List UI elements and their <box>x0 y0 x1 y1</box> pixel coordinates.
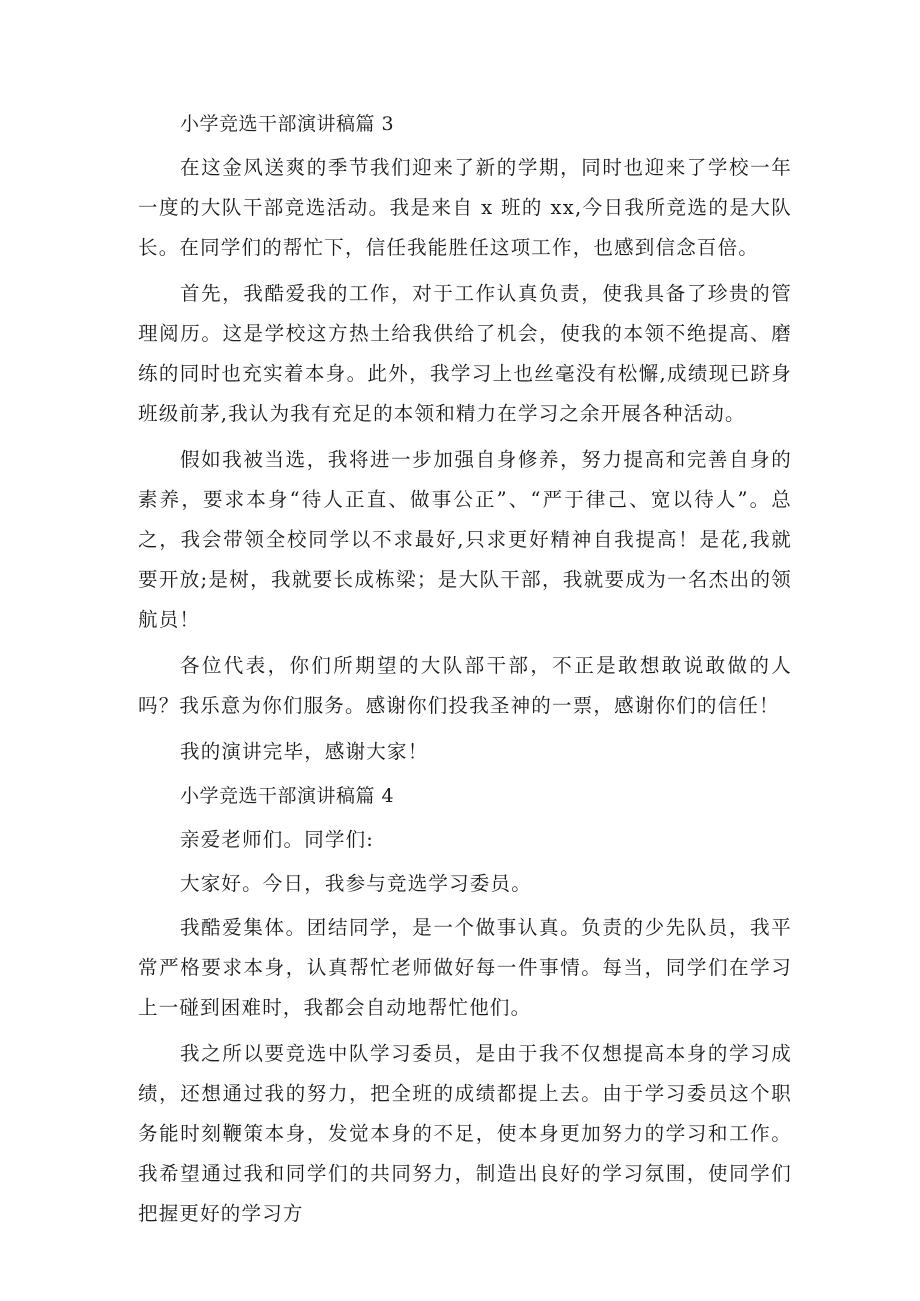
section-3-title: 小学竞选干部演讲稿篇 3 <box>180 113 395 135</box>
section-3-paragraph-1: 在这金风送爽的季节我们迎来了新的学期，同时也迎来了学校一年一度的大队干部竞选活动。我是来自 x 班的 xx,今日我所竞选的是大队长。在同学们的帮忙下，信任我能胜任这项工作，也感到信念百倍。 <box>138 156 792 259</box>
section-4-paragraph-2: 我之所以要竞选中队学习委员，是由于我不仅想提高本身的学习成绩，还想通过我的努力，把全班的成绩都提上去。由于学习委员这个职务能时刻鞭策本身，发觉本身的不足，使本身更加努力的学习和工作。我希望通过我和同学们的共同努力，制造出良好的学习氛围，使同学们把握更好的学习方 <box>138 1042 792 1225</box>
section-3-paragraph-3: 假如我被当选，我将进一步加强自身修养，努力提高和完善自身的素养，要求本身“待人正直、做事公正”、“严于律己、宽以待人”。总之，我会带领全校同学以不求最好,只求更好精神自我提高！是花,我就要开放;是树，我就要长成栋梁；是大队干部，我就要成为一名杰出的领航员！ <box>138 448 792 631</box>
section-4-salutation: 亲爱老师们。同学们: <box>180 828 375 851</box>
section-4-title: 小学竞选干部演讲稿篇 4 <box>180 785 395 807</box>
section-4-paragraph-1: 我酷爱集体。团结同学，是一个做事认真。负责的少先队员，我平常严格要求本身，认真帮忙老师做好每一件事情。每当，同学们在学习上一碰到困难时，我都会自动地帮忙他们。 <box>138 916 792 1019</box>
document-body <box>138 104 792 1240</box>
section-3-closing: 我的演讲完毕，感谢大家！ <box>180 740 429 763</box>
section-3-paragraph-2: 首先，我酷爱我的工作，对于工作认真负责，使我具备了珍贵的管理阅历。这是学校这方热土给我供给了机会，使我的本领不绝提高、磨练的同时也充实着本身。此外，我学习上也丝毫没有松懈,成绩现已跻身班级前茅,我认为我有充足的本领和精力在学习之余开展各种活动。 <box>138 282 792 425</box>
section-3-paragraph-4: 各位代表，你们所期望的大队部干部，不正是敢想敢说敢做的人吗？我乐意为你们服务。感谢你们投我圣神的一票，感谢你们的信任！ <box>138 654 792 717</box>
section-4-greeting: 大家好。今日，我参与竞选学习委员。 <box>180 872 532 895</box>
